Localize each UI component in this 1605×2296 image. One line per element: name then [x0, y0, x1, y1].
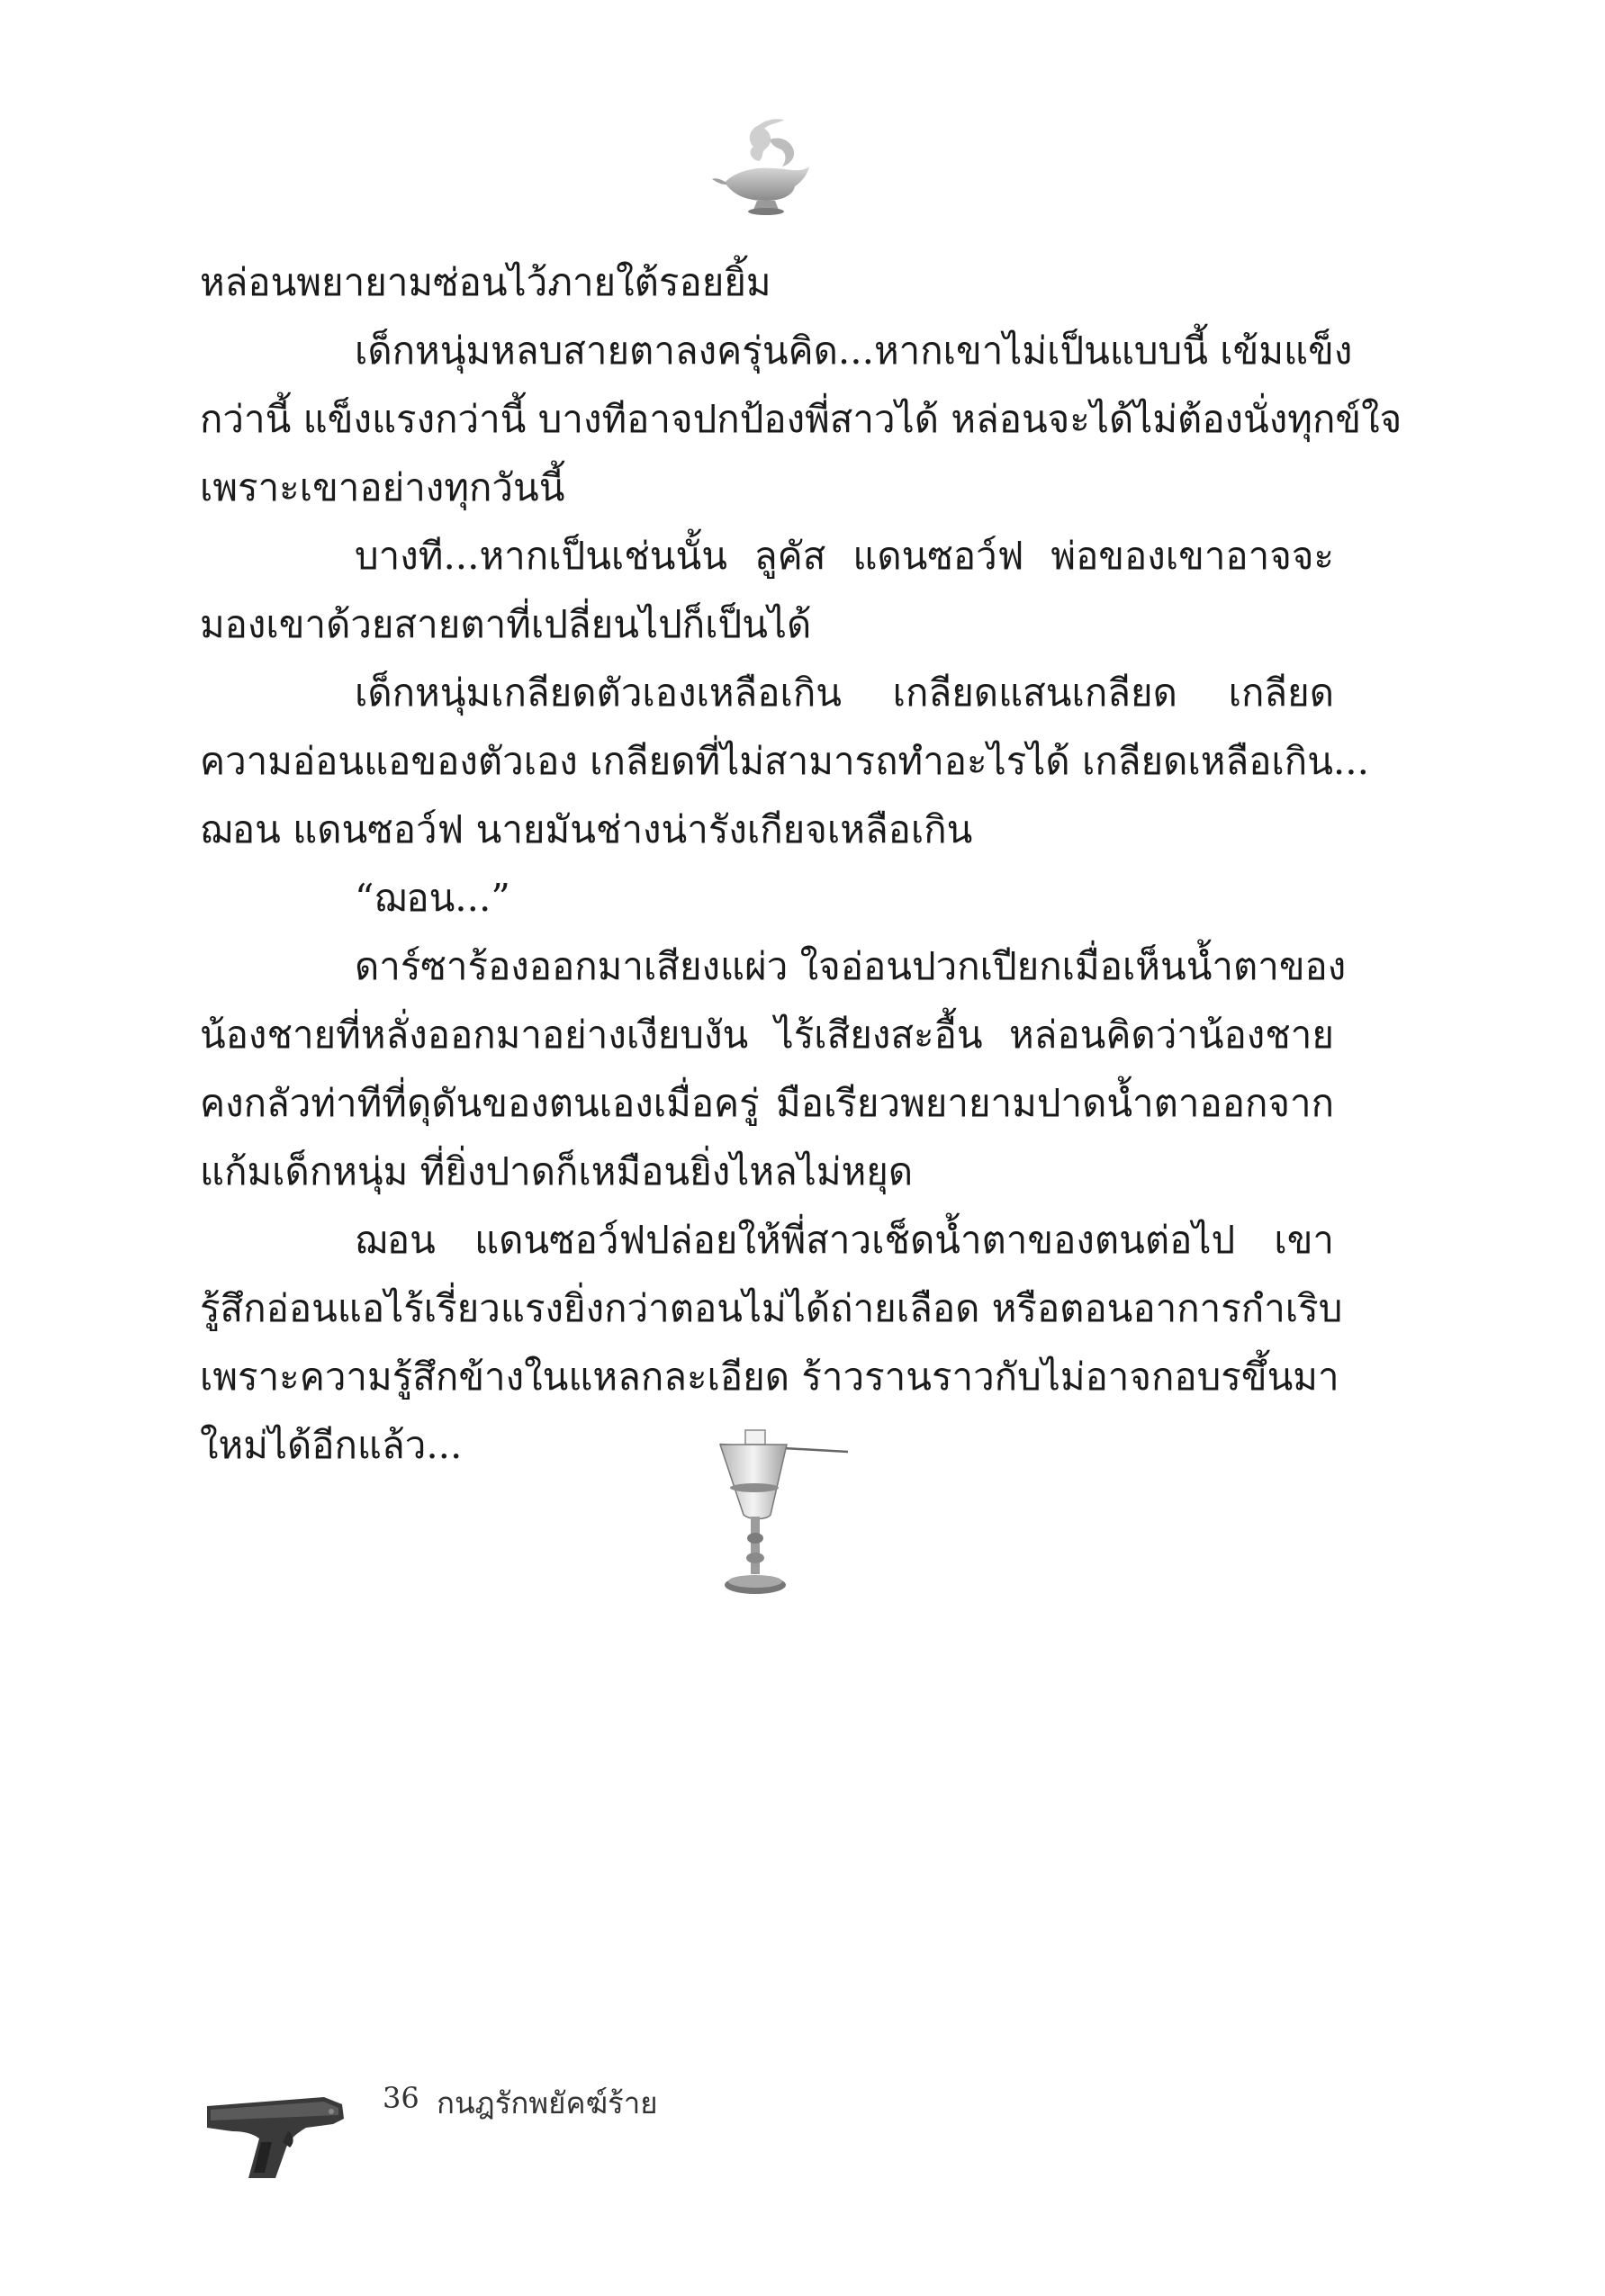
text-line: แก้มเด็กหนุ่ม ที่ยิ่งปาดก็เหมือนยิ่งไหลไม่หยุด: [200, 1149, 914, 1193]
paragraph: [200, 522, 1334, 659]
genie-lamp-icon: [707, 113, 824, 221]
pistol-icon: [189, 2079, 360, 2187]
paragraph: [200, 317, 1402, 522]
page-footer: [189, 2070, 729, 2187]
text-line: รู้สึกอ่อนแอไร้เรี่ยวแรงยิ่งกว่าตอนไม่ได้ถ่ายเลือด หรือตอนอาการกำเริบ: [200, 1286, 1343, 1330]
text-line: มองเขาด้วยสายตาที่เปลี่ยนไปก็เป็นได้: [200, 602, 812, 646]
text-line: “ฌอน...”: [355, 876, 510, 920]
chapter-body-text: [200, 248, 1402, 1480]
text-line: น้องชายที่หลั่งออกมาอย่างเงียบงัน ไร้เสียงสะอื้น หล่อนคิดว่าน้องชาย: [200, 1013, 1334, 1057]
text-line: เด็กหนุ่มเกลียดตัวเองเหลือเกิน เกลียดแสนเกลียด เกลียด: [355, 671, 1334, 715]
text-line: ดาร์ซาร้องออกมาเสียงแผ่ว ใจอ่อนปวกเปียกเมื่อเห็นน้ำตาของ: [355, 944, 1347, 988]
paragraph: [200, 248, 1334, 317]
text-line: ฌอน แดนซอว์ฟ นายมันช่างน่ารังเกียจเหลือเกิน: [200, 807, 973, 851]
paragraph: [200, 932, 1347, 1206]
book-title: กนฎรักพยัคฆ์ร้าย: [437, 2085, 658, 2120]
paragraph: [200, 659, 1369, 864]
absinthe-glass-icon: [711, 1427, 873, 1620]
text-line: ความอ่อนแอของตัวเอง เกลียดที่ไม่สามารถทำอะไรได้ เกลียดเหลือเกิน...: [200, 739, 1369, 783]
text-line: กว่านี้ แข็งแรงกว่านี้ บางทีอาจปกป้องพี่สาวได้ หล่อนจะได้ไม่ต้องนั่งทุกข์ใจ: [200, 397, 1402, 441]
page-number: 36: [383, 2081, 419, 2115]
text-line: ฌอน แดนซอว์ฟปล่อยให้พี่สาวเช็ดน้ำตาของตนต่อไป เขา: [355, 1218, 1334, 1262]
text-line: บางที...หากเป็นเช่นนั้น ลูคัส แดนซอว์ฟ พ่อของเขาอาจจะ: [355, 534, 1334, 578]
text-line: เด็กหนุ่มหลบสายตาลงครุ่นคิด...หากเขาไม่เป็นแบบนี้ เข้มแข็ง: [355, 329, 1353, 373]
text-line: เพราะเขาอย่างทุกวันนี้: [200, 465, 565, 509]
text-line: ใหม่ได้อีกแล้ว...: [200, 1423, 463, 1467]
text-line: คงกลัวท่าทีที่ดุดันของตนเองเมื่อครู่ มือเรียวพยายามปาดน้ำตาออกจาก: [200, 1081, 1334, 1125]
paragraph: [200, 864, 1334, 932]
text-line: เพราะความรู้สึกข้างในแหลกละเอียด ร้าวรานราวกับไม่อาจกอบรขึ้นมา: [200, 1355, 1339, 1399]
text-line: หล่อนพยายามซ่อนไว้ภายใต้รอยยิ้ม: [200, 260, 771, 304]
